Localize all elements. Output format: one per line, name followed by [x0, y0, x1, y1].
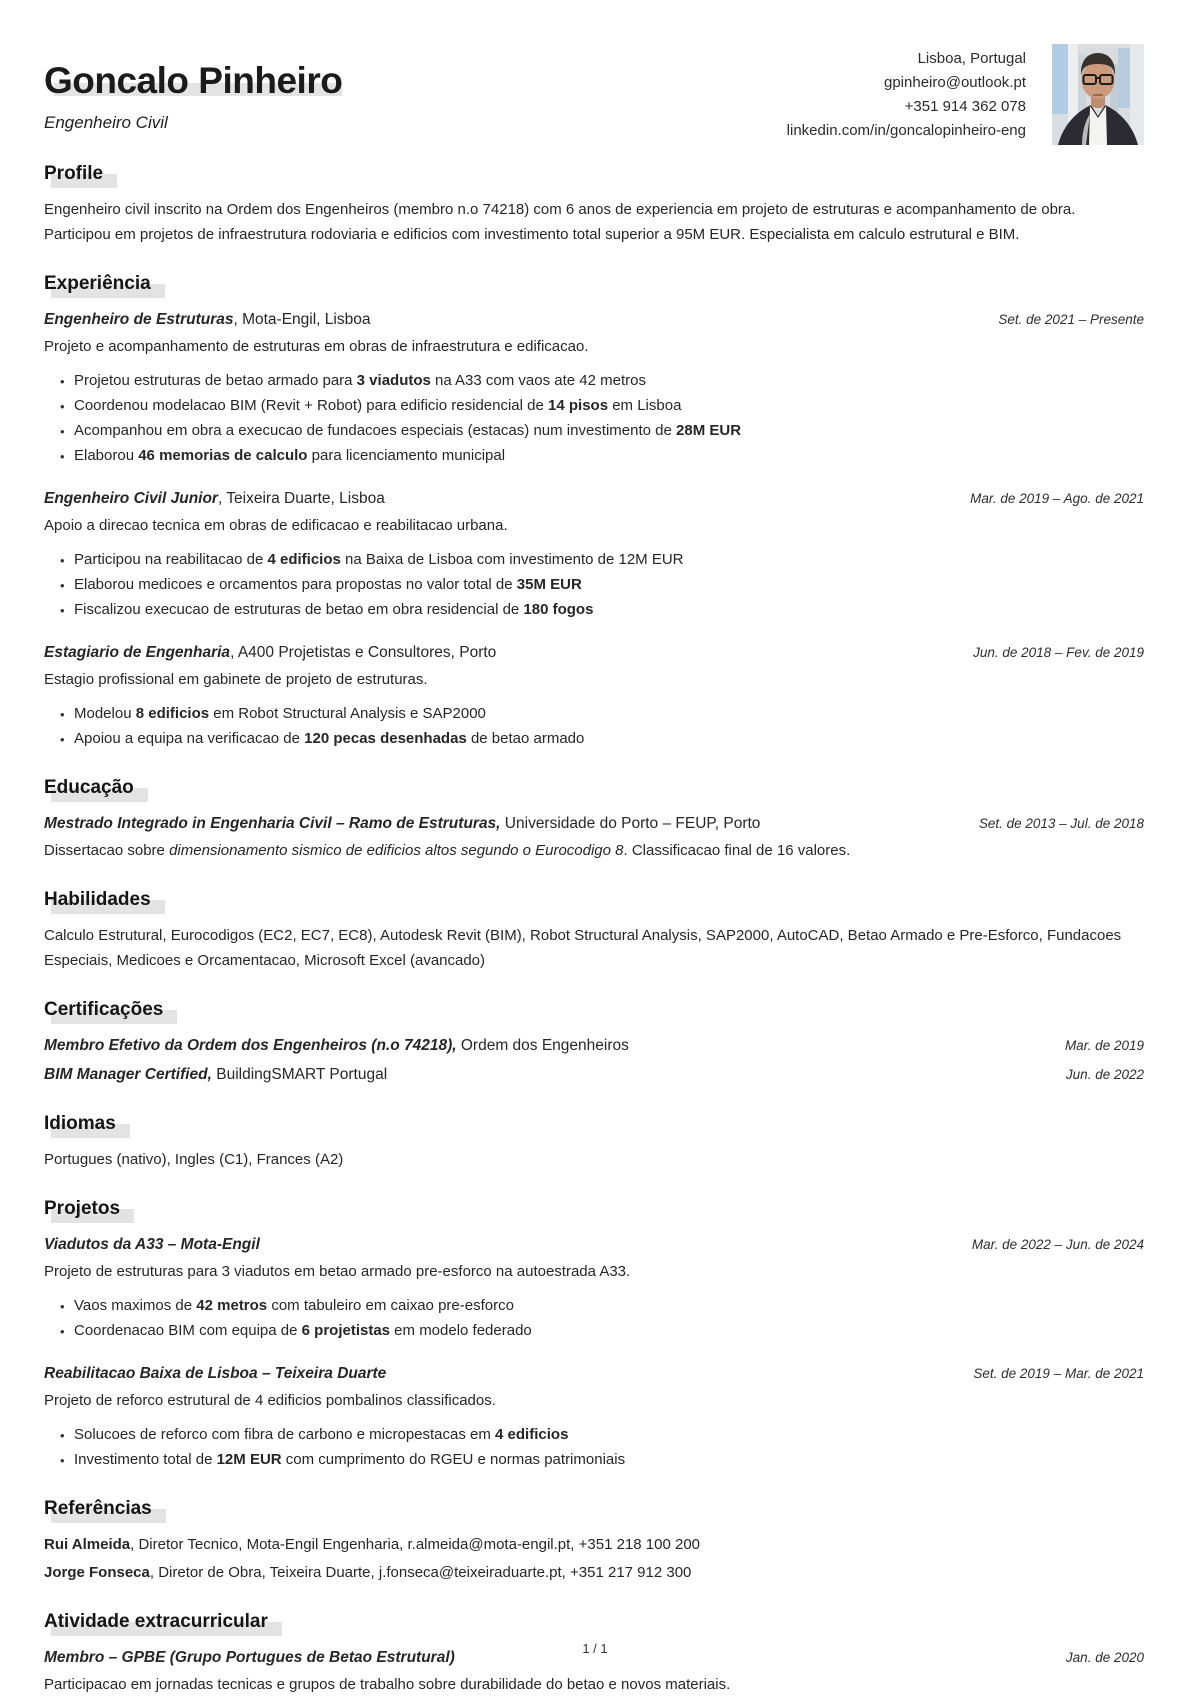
bullet-text: Participou na reabilitacao de [74, 551, 268, 568]
job-bullet [74, 443, 1144, 468]
job-title: Engenheiro de Estruturas [44, 311, 234, 328]
bullet-bold: 46 memorias de calculo [138, 447, 308, 464]
certification-item [44, 1033, 1144, 1058]
education-degree: Mestrado Integrado in Engenharia Civil – Ramo de Estruturas, [44, 815, 501, 832]
section-heading-languages [44, 1113, 1144, 1135]
bullet-bold: 28M EUR [676, 422, 742, 439]
bullet-bold: 14 pisos [548, 397, 609, 414]
skills-text: Calculo Estrutural, Eurocodigos (EC2, EC7, EC8), Autodesk Revit (BIM), Robot Structural Analysis, SAP2000, AutoCAD, Betao Armado e Pre-Esforco, Fundacoes Especiais, Medicoes e Orcamentacao, Microsoft Excel (avancado) [44, 927, 1122, 969]
bullet-text: Vaos maximos de [74, 1297, 197, 1314]
reference-details: , Diretor Tecnico, Mota-Engil Engenharia, r.almeida@mota-engil.pt, +351 218 100 200 [130, 1536, 701, 1553]
project-bullet [74, 1318, 1144, 1343]
reference-name: Jorge Fonseca [44, 1564, 150, 1581]
contact-location: Lisboa, Portugal [917, 50, 1026, 67]
project-header-row [44, 1361, 1144, 1386]
job-dates: Mar. de 2019 – Ago. de 2021 [970, 491, 1144, 506]
project-dates: Mar. de 2022 – Jun. de 2024 [971, 1237, 1144, 1252]
job-bullet [74, 547, 1144, 572]
job-company: , A400 Projetistas e Consultores, Porto [230, 644, 497, 661]
job-bullet [74, 701, 1144, 726]
bullet-text: em Robot Structural Analysis e SAP2000 [209, 705, 486, 722]
education-title-line [44, 811, 760, 836]
bullet-text: Elaborou [74, 447, 139, 464]
extracurricular-date: Jan. de 2020 [1065, 1650, 1144, 1665]
certification-title: BIM Manager Certified, [44, 1066, 212, 1083]
bullet-text: em modelo federado [390, 1322, 532, 1339]
job-dates: Jun. de 2018 – Fev. de 2019 [973, 645, 1144, 660]
education-dates: Set. de 2013 – Jul. de 2018 [978, 816, 1144, 831]
section-heading-experience [44, 273, 1144, 295]
bullet-bold: 35M EUR [516, 576, 582, 593]
job-title: Estagiario de Engenharia [44, 644, 231, 661]
contact-phone: +351 914 362 078 [904, 98, 1026, 115]
certification-title: Membro Efetivo da Ordem dos Engenheiros (n.o 74218), [44, 1037, 457, 1054]
bullet-bold: 6 projetistas [301, 1322, 391, 1339]
project-title-line [44, 1232, 260, 1257]
project-header-row [44, 1232, 1144, 1257]
bullet-text: Investimento total de [74, 1451, 217, 1468]
education-desc-thesis: dimensionamento sismico de edificios altos segundo o Eurocodigo 8 [169, 842, 624, 859]
section-heading-label: Atividade extracurricular [44, 1611, 268, 1632]
section-heading-label: Projetos [44, 1198, 121, 1219]
project-dates: Set. de 2019 – Mar. de 2021 [973, 1366, 1144, 1381]
job-bullet [74, 726, 1144, 751]
job-bullet [74, 418, 1144, 443]
bullet-text: na Baixa de Lisboa com investimento de 12M EUR [340, 551, 684, 568]
job-bullet [74, 572, 1144, 597]
job-bullet [74, 597, 1144, 622]
section-heading-skills [44, 889, 1144, 911]
reference-item [44, 1532, 1144, 1557]
certification-date: Jun. de 2022 [1065, 1067, 1144, 1082]
project-bullet-list [44, 1293, 1144, 1343]
person-job-title: Engenheiro Civil [44, 113, 168, 132]
bullet-bold: 120 pecas desenhadas [304, 730, 467, 747]
bullet-text: Projetou estruturas de betao armado para [74, 372, 357, 389]
contact-email: gpinheiro@outlook.pt [884, 74, 1026, 91]
education-desc-text: . Classificacao final de 16 valores. [623, 842, 851, 859]
profile-text: Engenheiro civil inscrito na Ordem dos Engenheiros (membro n.o 74218) com 6 anos de experiencia em projeto de estruturas e acompanhamento de obra. Participou em projetos de infraestrutura rodoviaria e edificios com investimento total superior a 95M EUR. Especialista em calculo estrutural e BIM. [44, 201, 1076, 243]
job-bullet [74, 393, 1144, 418]
job-dates: Set. de 2021 – Presente [998, 312, 1144, 327]
bullet-text: Apoiou a equipa na verificacao de [74, 730, 305, 747]
job-header-row [44, 486, 1144, 511]
person-name: Goncalo Pinheiro [44, 60, 343, 101]
bullet-bold: 8 edificios [135, 705, 210, 722]
bullet-text: Solucoes de reforco com fibra de carbono e micropestacas em [74, 1426, 496, 1443]
project-bullet [74, 1293, 1144, 1318]
certification-date: Mar. de 2019 [1064, 1038, 1144, 1053]
job-title-line [44, 307, 370, 332]
job-title-line [44, 640, 496, 665]
header-identity [44, 44, 342, 133]
reference-details: , Diretor de Obra, Teixeira Duarte, j.fonseca@teixeiraduarte.pt, +351 217 912 300 [149, 1564, 692, 1581]
section-heading-label: Idiomas [44, 1113, 116, 1134]
section-heading-label: Experiência [44, 273, 151, 294]
project-title: Viadutos da A33 – Mota-Engil [44, 1236, 260, 1253]
section-heading-certifications [44, 999, 1144, 1021]
bullet-text: em Lisboa [608, 397, 682, 414]
project-item [44, 1232, 1144, 1343]
reference-item [44, 1560, 1144, 1585]
job-header-row [44, 640, 1144, 665]
bullet-text: para licenciamento municipal [307, 447, 506, 464]
education-school: Universidade do Porto – FEUP, Porto [500, 815, 761, 832]
section-heading-projects [44, 1198, 1144, 1220]
bullet-bold: 4 edificios [267, 551, 341, 568]
section-heading-extracurricular [44, 1611, 1144, 1633]
job-bullet-list [44, 368, 1144, 468]
bullet-text: de betao armado [466, 730, 585, 747]
reference-name: Rui Almeida [44, 1536, 131, 1553]
bullet-text: Modelou [74, 705, 136, 722]
job-header-row [44, 307, 1144, 332]
bullet-text: com cumprimento do RGEU e normas patrimoniais [281, 1451, 626, 1468]
bullet-bold: 180 fogos [523, 601, 594, 618]
section-heading-label: Certificações [44, 999, 164, 1020]
experience-job [44, 486, 1144, 622]
header [44, 44, 1144, 145]
contact-block [787, 44, 1026, 145]
job-summary: Projeto e acompanhamento de estruturas em obras de infraestrutura e edificacao. [44, 338, 589, 355]
bullet-text: Coordenacao BIM com equipa de [74, 1322, 302, 1339]
job-bullet-list [44, 701, 1144, 751]
bullet-text: na A33 com vaos ate 42 metros [430, 372, 646, 389]
extracurricular-title: Membro – GPBE (Grupo Portugues de Betao Estrutural) [44, 1649, 455, 1666]
project-title: Reabilitacao Baixa de Lisboa – Teixeira Duarte [44, 1365, 387, 1382]
job-summary: Estagio profissional em gabinete de projeto de estruturas. [44, 671, 428, 688]
section-heading-profile [44, 163, 1144, 185]
project-summary: Projeto de estruturas para 3 viadutos em betao armado pre-esforco na autoestrada A33. [44, 1263, 631, 1280]
bullet-text: Acompanhou em obra a execucao de fundacoes especiais (estacas) num investimento de [74, 422, 677, 439]
section-heading-label: Referências [44, 1498, 152, 1519]
bullet-text: Coordenou modelacao BIM (Revit + Robot) para edificio residencial de [74, 397, 549, 414]
job-summary: Apoio a direcao tecnica em obras de edificacao e reabilitacao urbana. [44, 517, 508, 534]
section-heading-label: Habilidades [44, 889, 151, 910]
contact-linkedin: linkedin.com/in/goncalopinheiro-eng [786, 122, 1026, 139]
bullet-text: Fiscalizou execucao de estruturas de betao em obra residencial de [74, 601, 524, 618]
section-heading-education [44, 777, 1144, 799]
project-title-line [44, 1361, 386, 1386]
job-bullet-list [44, 547, 1144, 622]
job-title-line [44, 486, 385, 511]
project-bullet [74, 1422, 1144, 1447]
education-desc-text: Dissertacao sobre [44, 842, 170, 859]
education-description [44, 838, 1144, 863]
certification-org: BuildingSMART Portugal [211, 1066, 388, 1083]
job-company: , Mota-Engil, Lisboa [233, 311, 371, 328]
bullet-bold: 12M EUR [216, 1451, 282, 1468]
job-title: Engenheiro Civil Junior [44, 490, 218, 507]
page-number: 1 / 1 [582, 1641, 608, 1656]
experience-job [44, 307, 1144, 468]
education-header-row [44, 811, 1144, 836]
bullet-bold: 4 edificios [495, 1426, 569, 1443]
bullet-text: Elaborou medicoes e orcamentos para propostas no valor total de [74, 576, 517, 593]
job-bullet [74, 368, 1144, 393]
extracurricular-text: Participacao em jornadas tecnicas e grupos de trabalho sobre durabilidade do betao e novos materiais. [44, 1676, 731, 1693]
section-heading-label: Profile [44, 163, 104, 184]
project-bullet-list [44, 1422, 1144, 1472]
certification-item [44, 1062, 1144, 1087]
experience-job [44, 640, 1144, 751]
bullet-text: com tabuleiro em caixao pre-esforco [267, 1297, 514, 1314]
certification-title-line [44, 1062, 387, 1087]
header-right [787, 44, 1144, 145]
bullet-bold: 3 viadutos [356, 372, 431, 389]
section-heading-references [44, 1498, 1144, 1520]
certification-org: Ordem dos Engenheiros [456, 1037, 629, 1054]
section-heading-label: Educação [44, 777, 134, 798]
profile-photo [1052, 44, 1144, 145]
bullet-bold: 42 metros [196, 1297, 268, 1314]
job-company: , Teixeira Duarte, Lisboa [217, 490, 385, 507]
project-item [44, 1361, 1144, 1472]
project-bullet [74, 1447, 1144, 1472]
languages-text: Portugues (nativo), Ingles (C1), Frances (A2) [44, 1151, 344, 1168]
certification-title-line [44, 1033, 629, 1058]
project-summary: Projeto de reforco estrutural de 4 edificios pombalinos classificados. [44, 1392, 496, 1409]
